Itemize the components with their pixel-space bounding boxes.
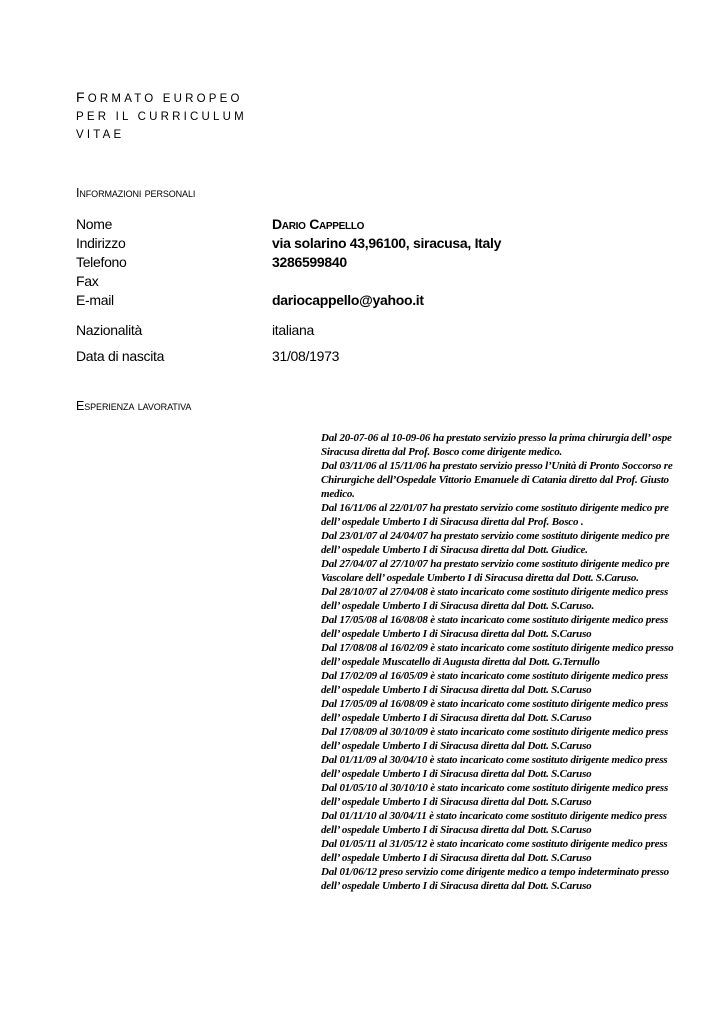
experience-line: Dal 28/10/07 al 27/04/08 è stato incaricato come sostituto dirigente medico press <box>321 586 669 598</box>
title-line-2: PER IL CURRICULUM <box>76 111 247 123</box>
experience-line: Dal 20-07-06 al 10-09-06 ha prestato servizio presso la prima chirurgia dell’ ospe <box>321 432 672 444</box>
experience-line: Dal 01/06/12 preso servizio come dirigente medico a tempo indeterminato presso <box>321 866 669 878</box>
field-value-email: dariocappello@yahoo.it <box>272 292 424 308</box>
experience-line: Dal 01/11/10 al 30/04/11 è stato incaricato come sostituto dirigente medico press <box>321 810 667 822</box>
field-label-data-nascita: Data di nascita <box>76 348 165 364</box>
experience-line: dell’ ospedale Umberto I di Siracusa diretta dal Dott. S.Caruso. <box>321 600 595 612</box>
experience-line: Dal 17/08/09 al 30/10/09 è stato incaricato come sostituto dirigente medico press <box>321 726 669 738</box>
field-label-fax: Fax <box>76 273 99 289</box>
experience-line: Dal 27/04/07 al 27/10/07 ha prestato servizio come sostituto dirigente medico pre <box>321 558 670 570</box>
experience-line: dell’ ospedale Umberto I di Siracusa diretta dal Dott. S.Caruso <box>321 712 592 724</box>
experience-line: dell’ ospedale Umberto I di Siracusa diretta dal Prof. Bosco . <box>321 516 584 528</box>
experience-line: Dal 17/05/08 al 16/08/08 è stato incaricato come sostituto dirigente medico press <box>321 614 669 626</box>
title-line-1: FORMATO EUROPEO <box>76 89 243 105</box>
field-value-nazionalita: italiana <box>272 322 314 338</box>
experience-line: dell’ ospedale Umberto I di Siracusa diretta dal Dott. S.Caruso <box>321 628 592 640</box>
experience-line: Chirurgiche dell’Ospedale Vittorio Emanuele di Catania diretto dal Prof. Giusto <box>321 474 669 486</box>
cv-format-title <box>76 88 276 144</box>
experience-line: Dal 01/11/09 al 30/04/10 è stato incaricato come sostituto dirigente medico press <box>321 754 668 766</box>
field-value-data-nascita: 31/08/1973 <box>272 348 340 364</box>
experience-line: dell’ ospedale Umberto I di Siracusa diretta dal Dott. S.Caruso <box>321 880 592 892</box>
field-label-nazionalita: Nazionalità <box>76 322 142 338</box>
experience-line: dell’ ospedale Umberto I di Siracusa diretta dal Dott. S.Caruso <box>321 852 592 864</box>
experience-line: medico. <box>321 488 355 500</box>
experience-line: dell’ ospedale Umberto I di Siracusa diretta dal Dott. S.Caruso <box>321 796 592 808</box>
field-value-telefono: 3286599840 <box>272 254 347 270</box>
experience-line: dell’ ospedale Umberto I di Siracusa diretta dal Dott. S.Caruso <box>321 768 592 780</box>
section-work-experience-heading: Esperienza lavorativa <box>76 399 192 413</box>
experience-line: Vascolare dell’ ospedale Umberto I di Siracusa diretta dal Dott. S.Caruso. <box>321 572 639 584</box>
experience-line: dell’ ospedale Umberto I di Siracusa diretta dal Dott. S.Caruso <box>321 824 592 836</box>
experience-line: Dal 16/11/06 al 22/01/07 ha prestato servizio come sostituto dirigente medico pre <box>321 502 669 514</box>
experience-line: dell’ ospedale Umberto I di Siracusa diretta dal Dott. S.Caruso <box>321 684 592 696</box>
field-label-email: E-mail <box>76 292 114 308</box>
section-personal-info-heading: Informazioni personali <box>76 186 196 200</box>
experience-line: Dal 17/02/09 al 16/05/09 è stato incaricato come sostituto dirigente medico press <box>321 670 669 682</box>
experience-line: Dal 17/08/08 al 16/02/09 è stato incaricato come sostituto dirigente medico presso <box>321 642 674 654</box>
field-value-nome: Dario Cappello <box>272 216 365 232</box>
experience-line: Dal 03/11/06 al 15/11/06 ha prestato servizio presso l’Unità di Pronto Soccorso re <box>321 460 673 472</box>
experience-line: dell’ ospedale Umberto I di Siracusa diretta dal Dott. S.Caruso <box>321 740 592 752</box>
experience-line: Dal 01/05/11 al 31/05/12 è stato incaricato come sostituto dirigente medico press <box>321 838 668 850</box>
experience-line: Siracusa diretta dal Prof. Bosco come dirigente medico. <box>321 446 563 458</box>
field-label-nome: Nome <box>76 216 113 232</box>
field-label-telefono: Telefono <box>76 254 127 270</box>
experience-line: dell’ ospedale Muscatello di Augusta diretta dal Dott. G.Ternullo <box>321 656 600 668</box>
experience-line: Dal 01/05/10 al 30/10/10 è stato incaricato come sostituto dirigente medico press <box>321 782 669 794</box>
work-experience-text <box>321 431 725 893</box>
experience-line: dell’ ospedale Umberto I di Siracusa diretta dal Dott. Giudice. <box>321 544 588 556</box>
field-label-indirizzo: Indirizzo <box>76 235 126 251</box>
title-line-3: VITAE <box>76 129 125 141</box>
field-value-indirizzo: via solarino 43,96100, siracusa, Italy <box>272 235 502 251</box>
experience-line: Dal 23/01/07 al 24/04/07 ha prestato servizio come sostituto dirigente medico pre <box>321 530 670 542</box>
experience-line: Dal 17/05/09 al 16/08/09 è stato incaricato come sostituto dirigente medico press <box>321 698 669 710</box>
